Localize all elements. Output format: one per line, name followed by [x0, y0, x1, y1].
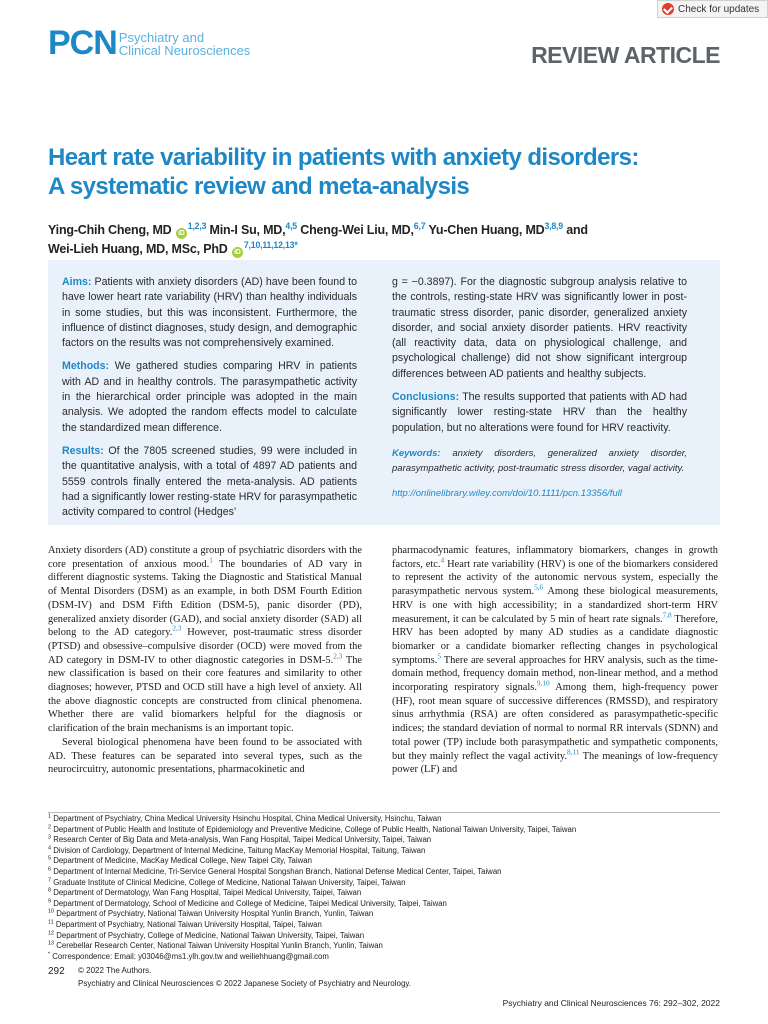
- affiliation-footnotes: [48, 814, 728, 962]
- methods-text: We gathered studies comparing HRV in patients with AD and in healthy controls. The parasympathetic activity in the hierarchical order principle was adopted in the main analysis. We adopted the random effects model to calculate the standardized mean difference.: [62, 360, 358, 434]
- affiliation-footnote: [48, 909, 728, 920]
- body-text: The boundaries of AD vary in different diagnostic systems. Taking the Diagnostic and Statistical Manual of Mental Disorders (DSM) as an example, in both DSM Fourth Edition (DSM-IV) and DSM Fifth Edition (DSM-5), panic disorder (PD), generalized anxiety disorder (GAD), and social anxiety disorder (SAD) all belong to the AD category.: [48, 558, 363, 639]
- body-paragraph: Several biological phenomena have been found to be associated with AD. These features can be separated into several types, such as the neurocircuitry, autonomic presentations, pharmacokinetic and: [48, 736, 362, 776]
- abstract-left-column: [62, 275, 357, 528]
- author-name: Wei-Lieh Huang, MD, MSc, PhD: [48, 242, 228, 256]
- logo-journal-name: [119, 31, 251, 57]
- body-text: Therefore, HRV has been adopted by many AD studies as a candidate diagnostic biomarker or a candidate biomarker reflecting changes in psychological symptoms.: [392, 613, 718, 666]
- citation-ref[interactable]: 9,10: [536, 679, 550, 688]
- footnote-text: Department of Internal Medicine, Tri-Service General Hospital Songshan Branch, National Defense Medical Center, Taipei, Taiwan: [53, 866, 502, 876]
- affiliation-footnote: [48, 941, 728, 952]
- orcid-icon[interactable]: iD: [232, 247, 243, 258]
- journal-citation: Psychiatry and Clinical Neurosciences 76: 292–302, 2022: [502, 998, 720, 1008]
- body-text: Anxiety disorders (AD) constitute a group of psychiatric disorders with the core presentation of anxious mood.: [48, 545, 362, 570]
- citation-ref[interactable]: 5: [437, 652, 441, 661]
- footnote-number: 7: [48, 876, 52, 883]
- body-text: The meanings of low-frequency power (LF) and: [392, 750, 718, 776]
- body-text: Among them, high-frequency power (HF), root mean square of successive differences (RMSSD), and respiratory sinus arrhythmia (RSA) are often considered as parasympathetic-specific indices; the standard deviation of normal to normal RR intervals (SDNN) and total power (TP) include both parasympathetic and sympathetic components, but they mainly reflect the vagal activity.: [392, 682, 718, 762]
- affiliation-footnote: [48, 856, 728, 867]
- affiliation-footnote: [48, 867, 728, 878]
- orcid-icon[interactable]: iD: [176, 228, 187, 239]
- authors-conjunction: and: [566, 223, 588, 237]
- footnote-number: 3: [48, 834, 52, 841]
- footnote-text: Department of Dermatology, Wan Fang Hospital, Taipei Medical University, Taipei, Taiwan: [53, 888, 362, 898]
- footnote-number: 1: [48, 813, 52, 820]
- footnote-divider: [48, 812, 720, 813]
- body-text: However, post-traumatic stress disorder (PTSD) and obsessive–compulsive disorder (OCD) were moved from the AD category in DSM-IV to other diagnostic categories in DSM-5.: [48, 627, 363, 666]
- body-text: Heart rate variability (HRV) is one of the biomarkers considered to represent the activity of the autonomic nervous system, especially the parasympathetic nervous system.: [392, 558, 718, 598]
- affiliation-footnote: [48, 899, 728, 910]
- abstract-box: [48, 260, 720, 525]
- citation-ref[interactable]: 7,8: [662, 611, 672, 620]
- affiliation-footnote: [48, 952, 728, 963]
- conclusions-text: The results supported that patients with AD had significantly lower resting-state HRV than the healthy population, but no alterations were found for HRV reactivity.: [392, 391, 687, 434]
- affiliation-footnote: [48, 888, 728, 899]
- footnote-text: Division of Cardiology, Department of Internal Medicine, Taitung MacKay Memorial Hospital, Taitung, Taiwan: [53, 845, 426, 855]
- journal-logo: [48, 24, 251, 62]
- footnote-text: Department of Medicine, MacKay Medical College, New Taipei City, Taiwan: [53, 856, 312, 866]
- author-affiliation[interactable]: 3,8,9: [544, 220, 563, 231]
- keywords-text: anxiety disorders, generalized anxiety disorder, parasympathetic activity, post-traumatic stress disorder, vagal activity.: [392, 447, 687, 474]
- footnote-number: 13: [48, 940, 55, 947]
- footnote-number: *: [48, 951, 51, 958]
- footnote-text: Graduate Institute of Clinical Medicine, College of Medicine, National Taiwan University, Taipei, Taiwan: [53, 877, 406, 887]
- footnote-text: Department of Psychiatry, College of Medicine, National Taiwan University, Taipei, Taiwan: [56, 930, 365, 940]
- check-for-updates-label: Check for updates: [678, 3, 760, 15]
- footnote-number: 2: [48, 824, 52, 830]
- author-name: Ying-Chih Cheng, MD: [48, 223, 172, 237]
- conclusions-heading: Conclusions:: [392, 391, 460, 404]
- footnote-text: Department of Psychiatry, National Taiwan University Hospital, Taipei, Taiwan: [55, 919, 322, 929]
- corresponding-author-mark[interactable]: *: [294, 239, 298, 250]
- author-affiliation[interactable]: 6,7: [413, 220, 426, 231]
- author-name: Yu-Chen Huang, MD: [428, 223, 545, 237]
- article-type-label: REVIEW ARTICLE: [531, 42, 720, 68]
- author-name: Cheng-Wei Liu, MD,: [300, 223, 414, 237]
- affiliation-footnote: [48, 825, 728, 836]
- footnote-number: 10: [48, 908, 55, 915]
- author-list: [48, 221, 728, 259]
- abstract-methods: [62, 359, 357, 435]
- footnote-number: 4: [48, 845, 52, 852]
- body-paragraph: [392, 544, 718, 777]
- footnote-number: 5: [48, 855, 52, 862]
- footnote-number: 9: [48, 898, 52, 905]
- citation-ref[interactable]: 1: [209, 556, 213, 565]
- footnote-text: Cerebellar Research Center, National Taiwan University Hospital Yunlin Branch, Yunlin, Taiwan: [56, 941, 383, 951]
- author-affiliation[interactable]: 1,2,3: [187, 220, 207, 231]
- citation-ref[interactable]: 2,3: [333, 652, 343, 661]
- logo-mark: PCN: [48, 24, 117, 62]
- citation-ref[interactable]: 4: [440, 556, 445, 565]
- checkmark-icon: [662, 3, 674, 15]
- doi-link[interactable]: http://onlinelibrary.wiley.com/doi/10.1111/pcn.13356/full: [392, 487, 622, 499]
- footnote-number: 11: [48, 919, 54, 926]
- footnote-number: 8: [48, 887, 52, 894]
- abstract-keywords: [392, 446, 687, 476]
- affiliation-footnote: [48, 814, 728, 825]
- footnote-text: Correspondence: Email: y03046@ms1.ylh.gov.tw and weiliehhuang@gmail.com: [52, 951, 329, 961]
- footnote-number: 12: [48, 929, 55, 936]
- copyright-line-1: © 2022 The Authors.: [78, 966, 152, 975]
- logo-line-2: Clinical Neurosciences: [118, 43, 251, 58]
- affiliation-footnote: [48, 835, 728, 846]
- title-line-1: Heart rate variability in patients with anxiety disorders:: [48, 144, 639, 171]
- citation-ref[interactable]: 2,3: [172, 624, 182, 633]
- body-text: There are several approaches for HRV analysis, such as the time-domain method, frequency domain method, non-linear method, and a method incorporating respiratory signals.: [392, 654, 718, 694]
- body-paragraph: [48, 544, 362, 736]
- body-left-column: [48, 544, 362, 777]
- title-line-2: A systematic review and meta-analysis: [48, 173, 470, 200]
- author-affiliation[interactable]: 7,10,11,12,13: [243, 239, 295, 250]
- doi-paragraph: [392, 486, 687, 501]
- body-text: pharmacodynamic features, inflammatory biomarkers, changes in growth factors, etc.: [392, 545, 718, 570]
- logo-line-1: Psychiatry and: [118, 30, 205, 45]
- body-right-column: [392, 544, 718, 777]
- copyright-line-2: Psychiatry and Clinical Neurosciences © 2022 Japanese Society of Psychiatry and Neurology.: [78, 979, 412, 988]
- abstract-aims: [62, 275, 357, 351]
- aims-heading: Aims:: [62, 276, 92, 288]
- body-text: The new classification is based on their core features and similarity to other diagnoses; however, PTSD and OCD still have a high level of anxiety. All the above diagnostic concepts are constructed from clinical phenomena. Whether there are valid biomarkers helpful for the diagnosis or clarification of the brain mechanisms is an important topic.: [48, 654, 362, 735]
- citation-ref[interactable]: 8,11: [567, 748, 580, 757]
- page-number: 292: [48, 966, 65, 977]
- author-affiliation[interactable]: 4,5: [285, 220, 297, 231]
- footnote-number: 6: [48, 866, 52, 873]
- article-title: [48, 143, 708, 201]
- affiliation-footnote: [48, 920, 728, 931]
- author-name: Min-I Su, MD,: [209, 223, 286, 237]
- methods-heading: Methods:: [62, 360, 110, 373]
- results-text-1: Of the 7805 screened studies, 99 were included in the quantitative analysis, with a total of 4897 AD patients and 5559 controls finally entered the meta-analysis. AD patients had a significantly lower resting-state HRV for parasympathetic activity compared to control (Hedges’: [62, 444, 357, 519]
- affiliation-footnote: [48, 846, 728, 857]
- abstract-right-column: [392, 275, 687, 509]
- aims-text: Patients with anxiety disorders (AD) have been found to have lower heart rate variability (HRV) than healthy individuals in some studies, but this was inconsistent. Furthermore, the influence of distinct diagnoses, study design, and demographic factors on the results was not comprehensively examined.: [62, 276, 357, 350]
- citation-ref[interactable]: 5,6: [534, 583, 544, 592]
- abstract-conclusions: [392, 390, 687, 436]
- affiliation-footnote: [48, 878, 728, 889]
- results-continued: g = −0.3897). For the diagnostic subgroup analysis relative to the controls, resting-state HRV was significantly lower in post-traumatic stress disorder, panic disorder, generalized anxiety disorder, and social anxiety disorder patients. HRV reactivity (all reactivity data, data on physiological challenge, and psychological challenge) did not show significant intergroup differences between AD patients and healthy subjects.: [392, 276, 687, 380]
- results-heading: Results:: [62, 444, 104, 457]
- keywords-heading: Keywords:: [392, 447, 441, 459]
- footnote-text: Department of Psychiatry, National Taiwan University Hospital Yunlin Branch, Yunlin, Taiwan: [56, 909, 374, 919]
- check-for-updates-button[interactable]: [657, 0, 768, 18]
- footnote-text: Department of Public Health and Institute of Epidemiology and Preventive Medicine, College of Public Health, National Taiwan University, Taipei, Taiwan: [53, 824, 577, 834]
- footnote-text: Department of Psychiatry, China Medical University Hsinchu Hospital, China Medical University, Hsinchu, Taiwan: [53, 814, 442, 823]
- footnote-text: Department of Dermatology, School of Medicine and College of Medicine, Taipei Medical University, Taipei, Taiwan: [53, 898, 447, 908]
- affiliation-footnote: [48, 931, 728, 942]
- abstract-results: [62, 444, 357, 520]
- footnote-text: Research Center of Big Data and Meta-analysis, Wan Fang Hospital, Taipei Medical University, Taipei, Taiwan: [53, 835, 432, 845]
- body-text: Among these biological measurements, HRV is one with high accessibility; in a standardized short-term HRV measurement, it can be calculated by 5 min of heart rate signals.: [392, 586, 718, 625]
